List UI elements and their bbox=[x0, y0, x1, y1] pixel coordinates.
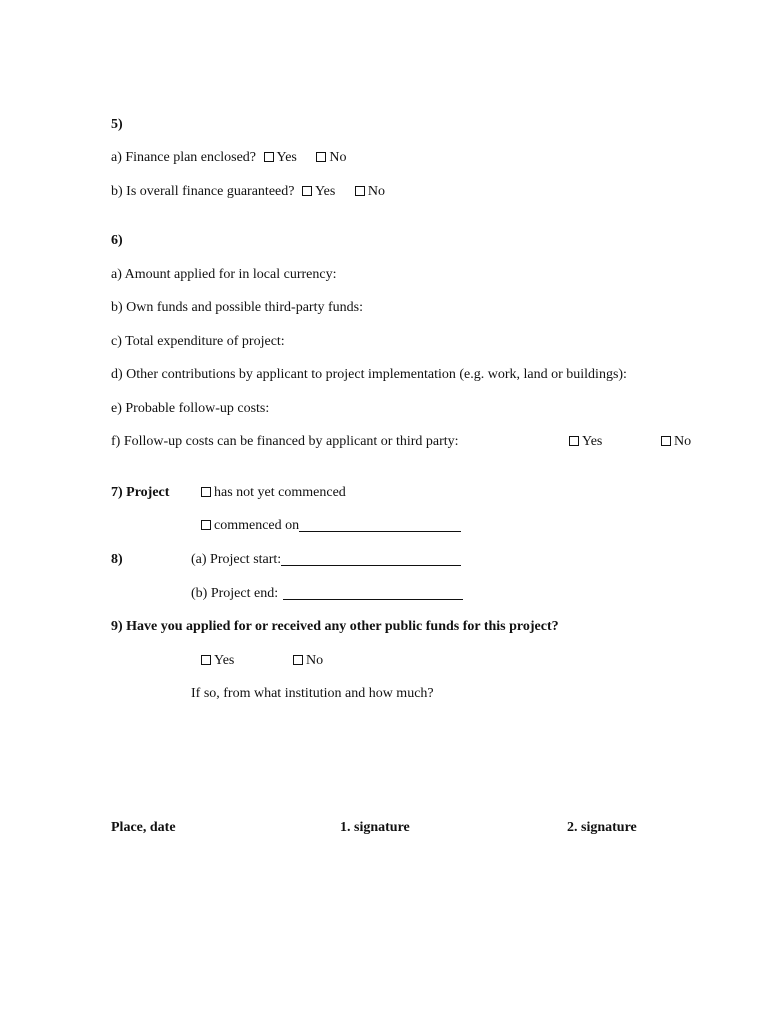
section-6-question-f: f) Follow-up costs can be financed by applicant or third party: bbox=[111, 434, 459, 449]
section-9-question: 9) Have you applied for or received any other public funds for this project? bbox=[111, 619, 559, 634]
section-5-heading: 5) bbox=[111, 117, 123, 132]
checkbox-icon[interactable] bbox=[316, 152, 326, 162]
project-end-label: (b) Project end: bbox=[191, 586, 279, 601]
option-label: has not yet commenced bbox=[214, 485, 346, 500]
project-commenced-option[interactable] bbox=[201, 517, 461, 535]
option-label: Yes bbox=[582, 434, 603, 449]
checkbox-icon[interactable] bbox=[661, 436, 671, 446]
finance-plan-no-option[interactable] bbox=[316, 149, 346, 167]
section-6-question-d: d) Other contributions by applicant to project implementation (e.g. work, land or buildings): bbox=[111, 367, 627, 382]
project-start-field[interactable] bbox=[281, 551, 461, 566]
place-date-label: Place, date bbox=[111, 820, 176, 835]
checkbox-icon[interactable] bbox=[201, 487, 211, 497]
section-6-question-b: b) Own funds and possible third-party funds: bbox=[111, 300, 363, 315]
signature-1-label: 1. signature bbox=[340, 820, 410, 835]
checkbox-icon[interactable] bbox=[201, 655, 211, 665]
option-label: No bbox=[306, 653, 324, 668]
checkbox-icon[interactable] bbox=[264, 152, 274, 162]
finance-guaranteed-yes-option[interactable] bbox=[302, 183, 335, 201]
option-label: Yes bbox=[214, 653, 235, 668]
public-funds-no-option[interactable] bbox=[293, 652, 323, 670]
section-6-heading: 6) bbox=[111, 233, 123, 248]
follow-up-yes-option[interactable] bbox=[569, 433, 602, 451]
project-end-row bbox=[191, 585, 463, 603]
option-label: No bbox=[329, 150, 347, 165]
public-funds-followup: If so, from what institution and how much? bbox=[191, 686, 434, 701]
finance-guaranteed-no-option[interactable] bbox=[355, 183, 385, 201]
project-start-row bbox=[191, 551, 461, 569]
project-end-field[interactable] bbox=[283, 585, 463, 600]
commenced-date-field[interactable] bbox=[299, 517, 461, 532]
option-label: No bbox=[367, 184, 385, 199]
section-8-heading: 8) bbox=[111, 552, 123, 567]
follow-up-no-option[interactable] bbox=[661, 433, 691, 451]
option-label: No bbox=[674, 434, 692, 449]
checkbox-icon[interactable] bbox=[569, 436, 579, 446]
checkbox-icon[interactable] bbox=[201, 520, 211, 530]
signature-2-label: 2. signature bbox=[567, 820, 637, 835]
section-5-question-b bbox=[111, 183, 385, 201]
project-not-commenced-option[interactable] bbox=[201, 484, 346, 502]
section-6-question-a: a) Amount applied for in local currency: bbox=[111, 267, 337, 282]
checkbox-icon[interactable] bbox=[293, 655, 303, 665]
option-label: Yes bbox=[314, 184, 336, 199]
question-label: b) Is overall finance guaranteed? bbox=[111, 184, 295, 199]
finance-plan-yes-option[interactable] bbox=[264, 149, 297, 167]
option-label: commenced on bbox=[214, 518, 300, 533]
section-6-question-c: c) Total expenditure of project: bbox=[111, 334, 285, 349]
checkbox-icon[interactable] bbox=[355, 186, 365, 196]
question-label: a) Finance plan enclosed? bbox=[111, 150, 256, 165]
section-7-heading: 7) Project bbox=[111, 485, 170, 500]
public-funds-yes-option[interactable] bbox=[201, 652, 234, 670]
section-6-question-e: e) Probable follow-up costs: bbox=[111, 401, 270, 416]
option-label: Yes bbox=[276, 150, 297, 165]
checkbox-icon[interactable] bbox=[302, 186, 312, 196]
project-start-label: (a) Project start: bbox=[191, 552, 282, 567]
section-5-question-a bbox=[111, 149, 347, 167]
